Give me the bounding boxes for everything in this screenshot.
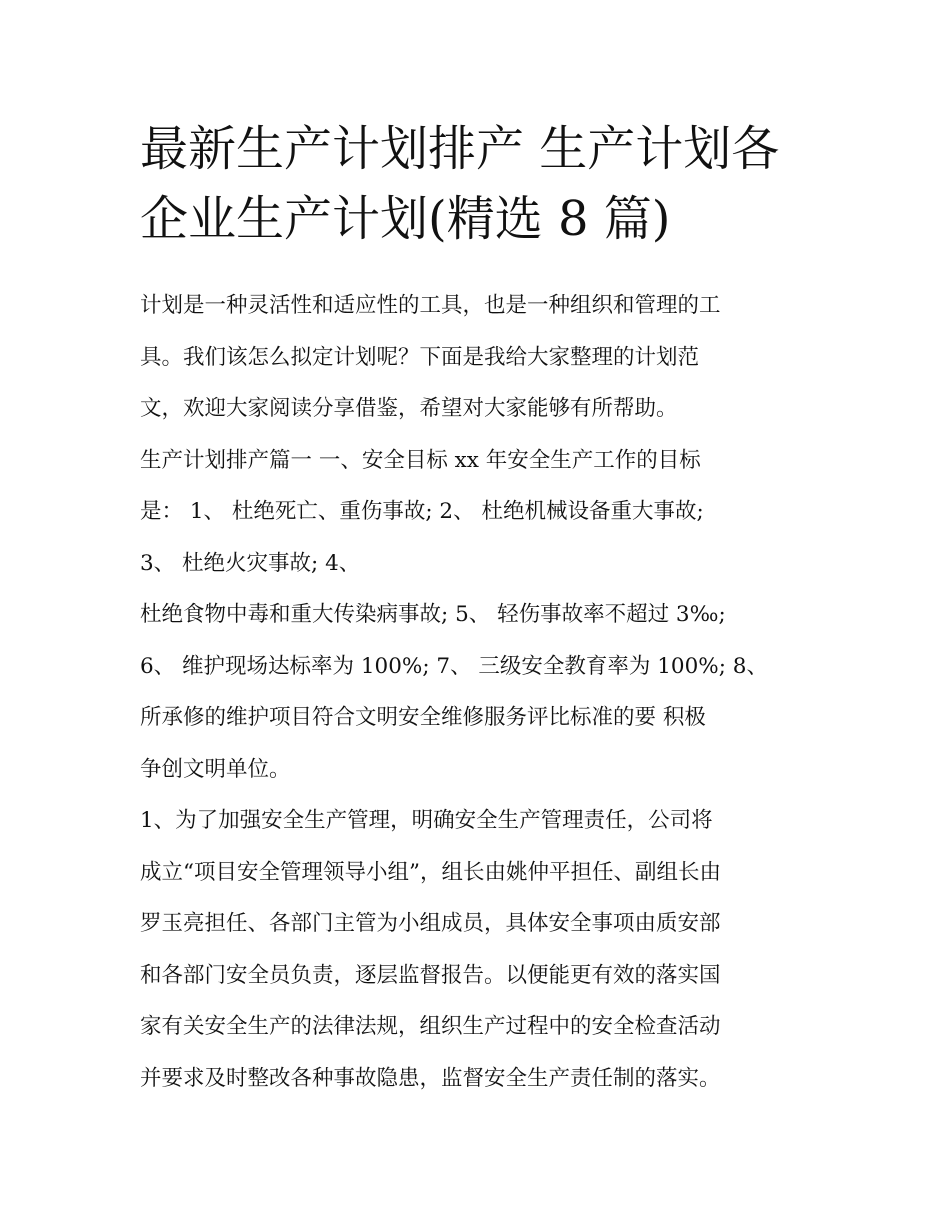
- title-line: 企业生产计划(精选 8 篇): [140, 191, 671, 247]
- text-line: 计划是一种灵活性和适应性的工具，也是一种组织和管理的工: [140, 293, 721, 318]
- intro-paragraph: [140, 280, 830, 435]
- text-line: 所承修的维护项目符合文明安全维修服务评比标准的要 积极: [140, 705, 706, 730]
- text-line: 杜绝食物中毒和重大传染病事故; 5、 轻伤事故率不超过 3‰;: [140, 602, 726, 627]
- text-line: 争创文明单位。: [140, 756, 291, 782]
- text-line: 6、 维护现场达标率为 100%; 7、 三级安全教育率为 100%; 8、: [140, 653, 768, 679]
- text-line: 并要求及时整改各种事故隐患，监督安全生产责任制的落实。: [140, 1065, 721, 1091]
- text-line: 生产计划排产篇一 一、安全目标 xx 年安全生产工作的目标: [140, 447, 701, 473]
- text-line: 具。我们该怎么拟定计划呢？下面是我给大家整理的计划范: [140, 344, 700, 370]
- text-line: 成立“项目安全管理领导小组”，组长由姚仲平担任、副组长由: [140, 859, 721, 885]
- text-line: 1、为了加强安全生产管理，明确安全生产管理责任，公司将: [140, 808, 713, 833]
- section-two-paragraph: [140, 795, 830, 1104]
- text-line: 家有关安全生产的法律法规，组织生产过程中的安全检查活动: [140, 1014, 721, 1039]
- document-body: [140, 280, 830, 1104]
- text-line: 是： 1、 杜绝死亡、重伤事故; 2、 杜绝机械设备重大事故;: [140, 499, 704, 524]
- document-title: [140, 114, 830, 254]
- text-line: 文，欢迎大家阅读分享借鉴，希望对大家能够有所帮助。: [140, 396, 678, 421]
- section-one-paragraph: [140, 435, 830, 796]
- text-line: 和各部门安全员负责，逐层监督报告。以便能更有效的落实国: [140, 962, 721, 988]
- text-line: 3、 杜绝火灾事故; 4、: [140, 550, 361, 576]
- text-line: 罗玉亮担任、各部门主管为小组成员，具体安全事项由质安部: [140, 911, 721, 936]
- title-line: 最新生产计划排产 生产计划各: [140, 121, 780, 177]
